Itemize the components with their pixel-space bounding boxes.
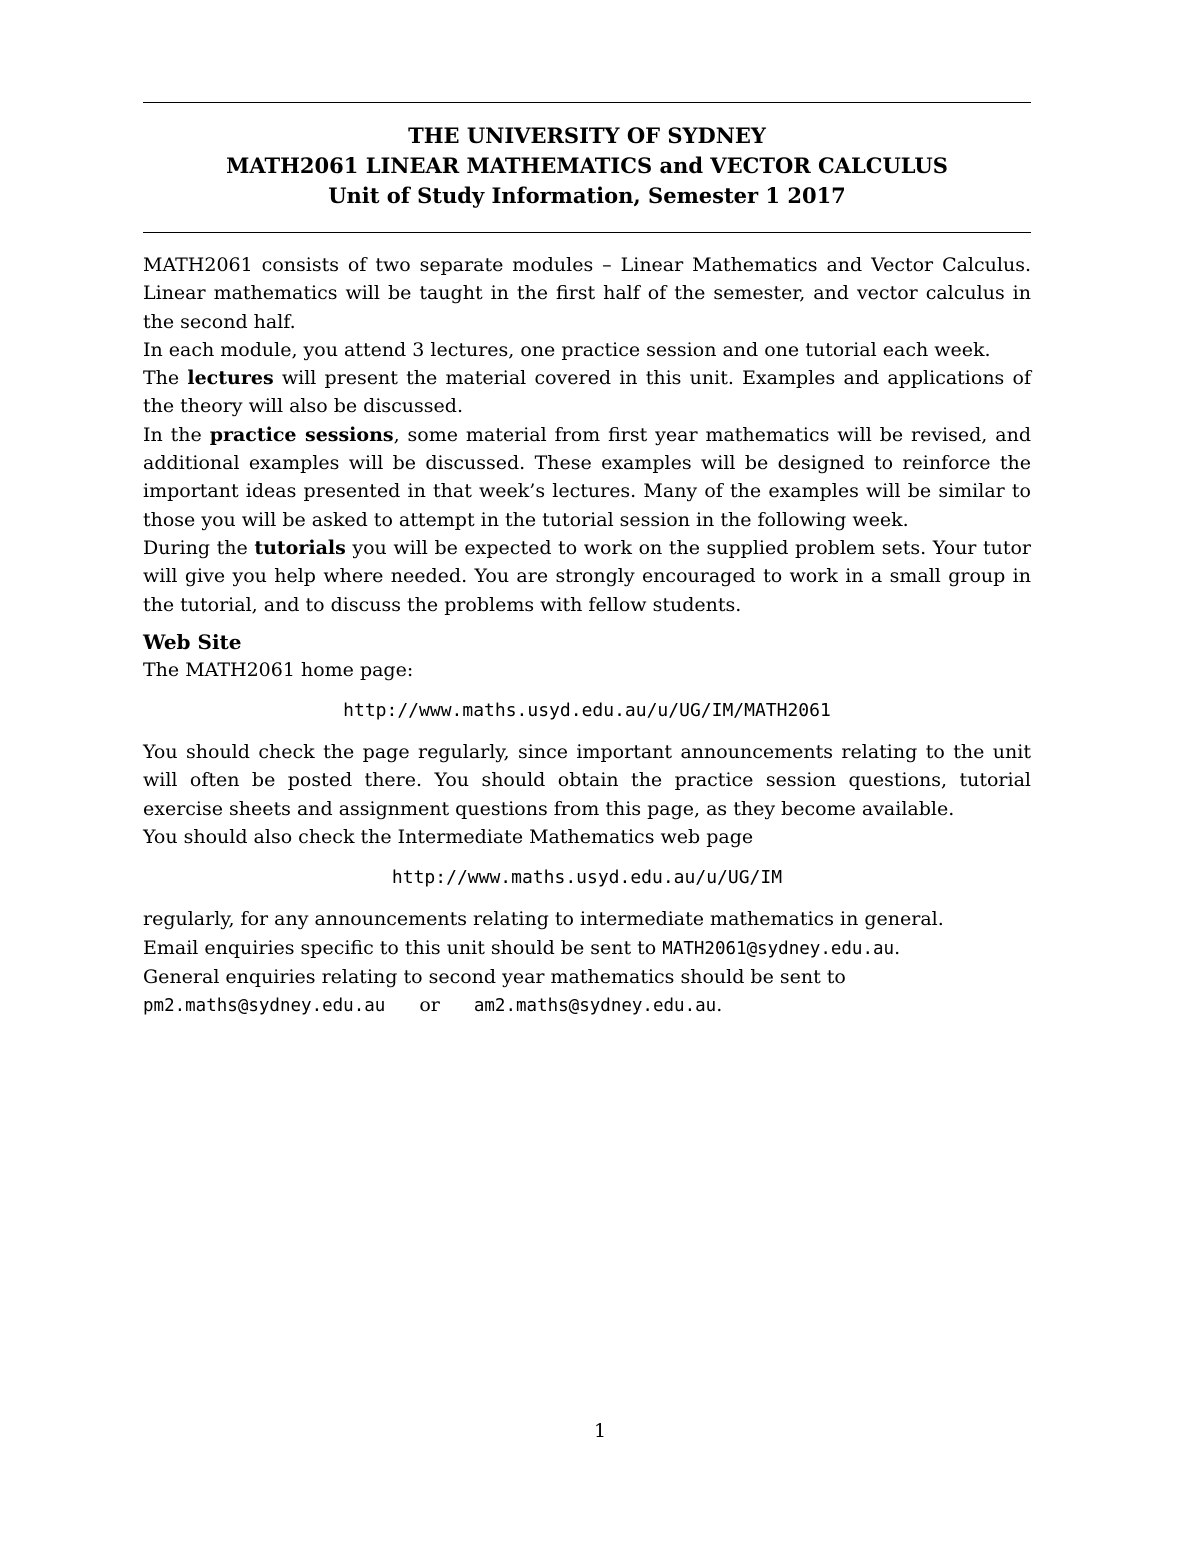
document-header	[143, 121, 1031, 211]
section-heading-web-site: Web Site	[143, 629, 242, 654]
check-page-paragraph: You should check the page regularly, since important announcements relating to the unit will often be posted there. You should obtain the practice session questions, tutorial exercise sheets and assignment questions from this page, as they become available.	[143, 741, 1031, 820]
text-segment: During the	[143, 536, 255, 559]
text-segment: , some material from first year mathematics will be revised, and additional examples will be discussed. These examples will be designed to reinforce the important ideas presented in that week’s lectures. Many of the examples will be similar to those you will be asked to attempt in the tutorial session in the following week.	[143, 423, 1031, 531]
text-segment: Email enquiries specific to this unit should be sent to	[143, 936, 663, 959]
intermediate-url-link[interactable]: http://www.maths.usyd.edu.au/u/UG/IM	[391, 867, 783, 889]
general-emails-line	[143, 991, 1031, 1020]
email-unit-paragraph	[143, 934, 1031, 963]
intro-paragraph-lectures	[143, 364, 1031, 421]
home-page-intro: The MATH2061 home page:	[143, 658, 414, 681]
regularly-paragraph: regularly, for any announcements relating to intermediate mathematics in general.	[143, 908, 944, 931]
intro-paragraph-modules: MATH2061 consists of two separate modules – Linear Mathematics and Vector Calculus. Linear mathematics will be taught in the first half of the semester, and vector calculus in the second half.	[143, 254, 1031, 333]
intro-paragraph-attendance: In each module, you attend 3 lectures, one practice session and one tutorial each week.	[143, 338, 991, 361]
am2-email-link[interactable]: am2.maths@sydney.edu.au	[473, 996, 717, 1017]
unit-email-link[interactable]: MATH2061@sydney.edu.au	[662, 938, 895, 959]
text-segment: .	[894, 936, 901, 959]
intermediate-page-intro: You should also check the Intermediate Mathematics web page	[143, 826, 754, 849]
top-rule	[143, 102, 1031, 103]
general-enquiries-paragraph: General enquiries relating to second year mathematics should be sent to	[143, 965, 846, 988]
text-segment: will present the material covered in this unit. Examples and applications of the theory will also be discussed.	[143, 367, 1031, 418]
bottom-rule	[143, 232, 1031, 233]
home-page-url-link[interactable]: http://www.maths.usyd.edu.au/u/UG/IM/MATH2061	[343, 700, 831, 722]
bold-term-tutorials: tutorials	[254, 536, 346, 559]
bold-term-practice-sessions: practice sessions	[209, 423, 394, 446]
intro-paragraph-practice	[143, 421, 1031, 534]
intro-paragraph-tutorials	[143, 534, 1031, 619]
document-subtitle: Unit of Study Information, Semester 1 2017	[328, 183, 846, 208]
text-segment: you will be expected to work on the supplied problem sets. Your tutor will give you help where needed. You are strongly encouraged to work in a small group in the tutorial, and to discuss the problems with fellow students.	[143, 536, 1031, 616]
text-segment: The	[143, 367, 188, 390]
or-text: or	[419, 994, 440, 1017]
page-number: 1	[593, 1420, 607, 1442]
course-title: MATH2061 LINEAR MATHEMATICS and VECTOR CALCULUS	[226, 153, 948, 178]
document-body	[143, 251, 1031, 1021]
bold-term-lectures: lectures	[187, 367, 274, 390]
pm2-email-link[interactable]: pm2.maths@sydney.edu.au	[143, 996, 386, 1017]
university-title: THE UNIVERSITY OF SYDNEY	[408, 123, 766, 148]
text-segment: .	[716, 994, 723, 1017]
text-segment: In the	[143, 423, 210, 446]
